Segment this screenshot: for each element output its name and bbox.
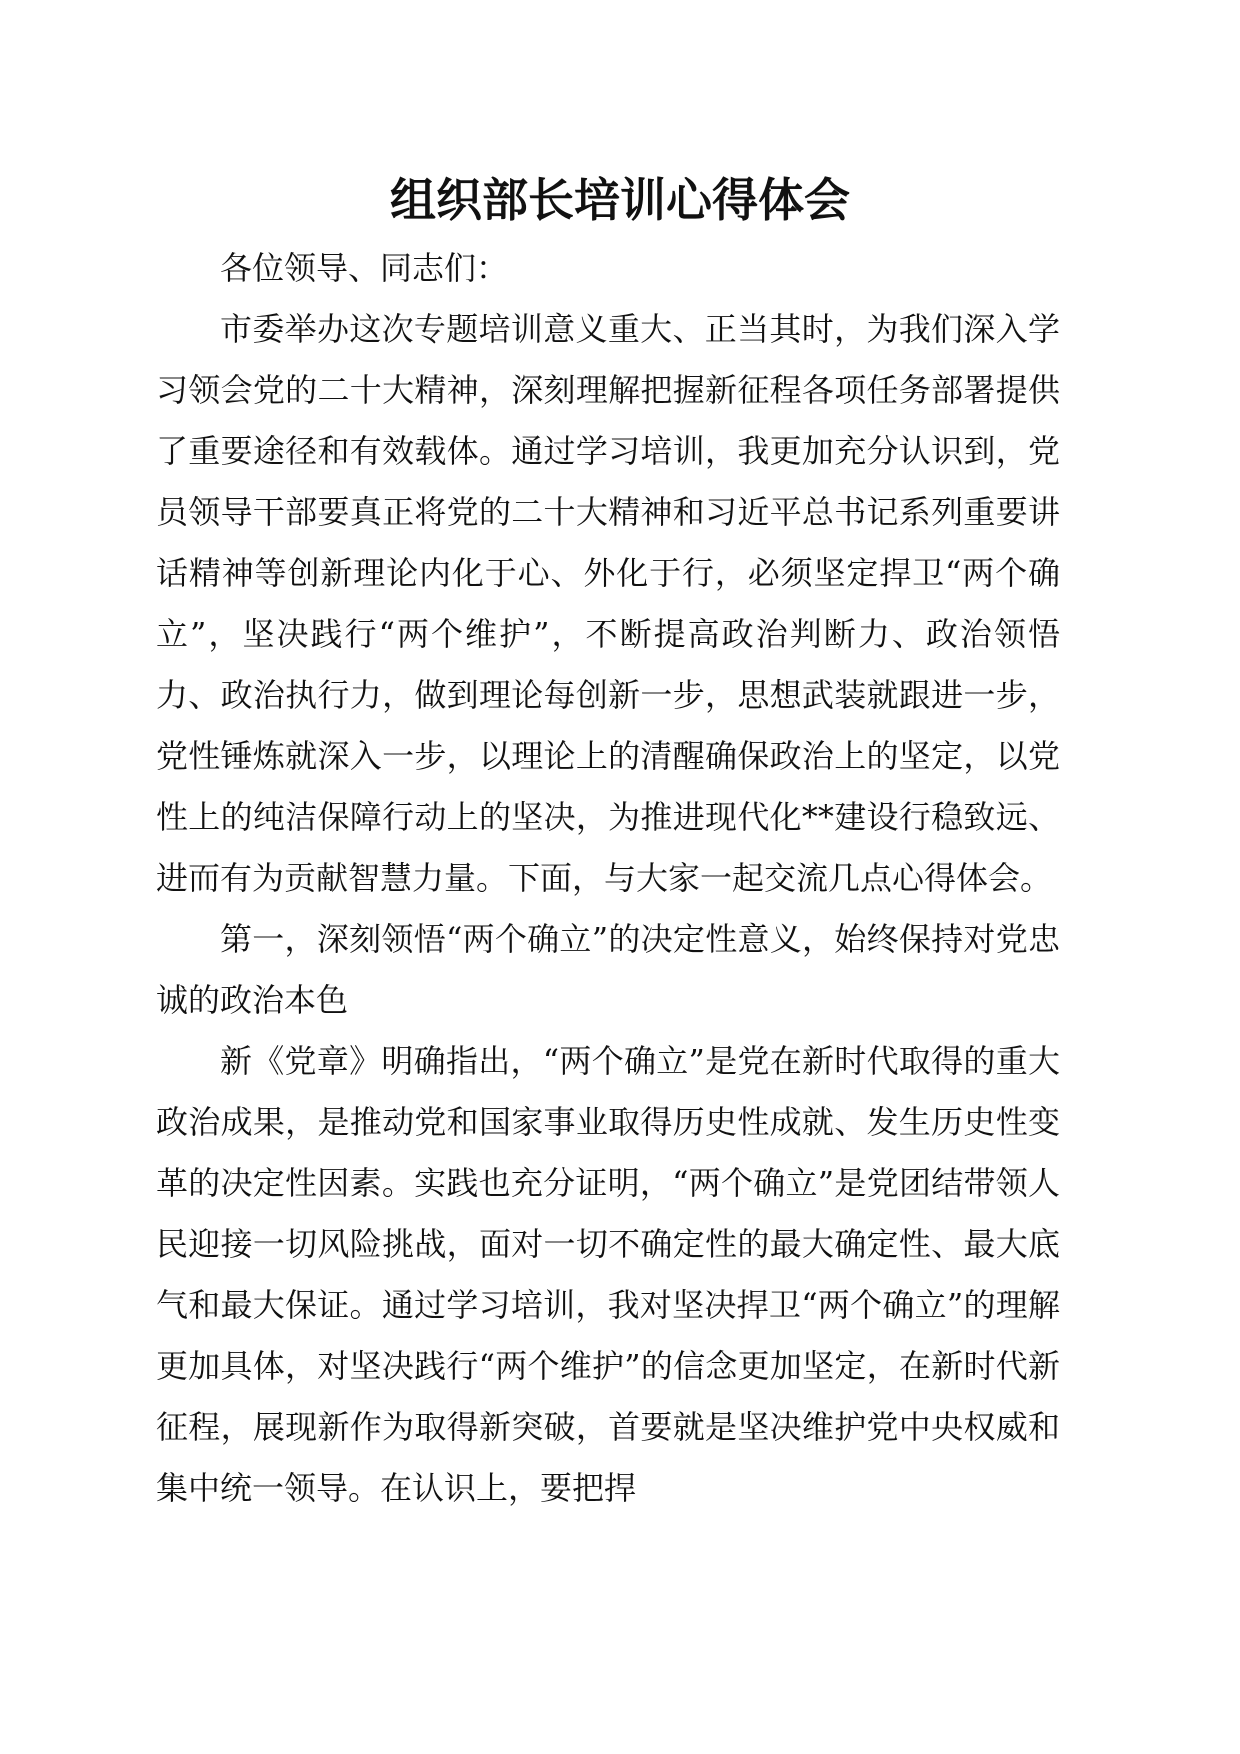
salutation-paragraph: 各位领导、同志们：	[220, 249, 509, 287]
document-body	[156, 238, 1060, 1519]
section-1-paragraph: 新《党章》明确指出，“两个确立”是党在新时代取得的重大政治成果，是推动党和国家事业取得历史性成就、发生历史性变革的决定性因素。实践也充分证明，“两个确立”是党团结带领人民迎接一切风险挑战，面对一切不确定性的最大确定性、最大底气和最大保证。通过学习培训，我对坚决捍卫“两个确立”的理解更加具体，对坚决践行“两个维护”的信念更加坚定，在新时代新征程，展现新作为取得新突破，首要就是坚决维护党中央权威和集中统一领导。在认识上，要把捍	[156, 1042, 1060, 1507]
section-heading-1: 第一，深刻领悟“两个确立”的决定性意义，始终保持对党忠诚的政治本色	[156, 920, 1060, 1019]
document-title: 组织部长培训心得体会	[390, 173, 850, 227]
intro-paragraph: 市委举办这次专题培训意义重大、正当其时，为我们深入学习领会党的二十大精神，深刻理解把握新征程各项任务部署提供了重要途径和有效载体。通过学习培训，我更加充分认识到，党员领导干部要真正将党的二十大精神和习近平总书记系列重要讲话精神等创新理论内化于心、外化于行，必须坚定捍卫“两个确立”，坚决践行“两个维护”，不断提高政治判断力、政治领悟力、政治执行力，做到理论每创新一步，思想武装就跟进一步，党性锤炼就深入一步，以理论上的清醒确保政治上的坚定，以党性上的纯洁保障行动上的坚决，为推进现代化**建设行稳致远、进而有为贡献智慧力量。下面，与大家一起交流几点心得体会。	[156, 310, 1060, 897]
